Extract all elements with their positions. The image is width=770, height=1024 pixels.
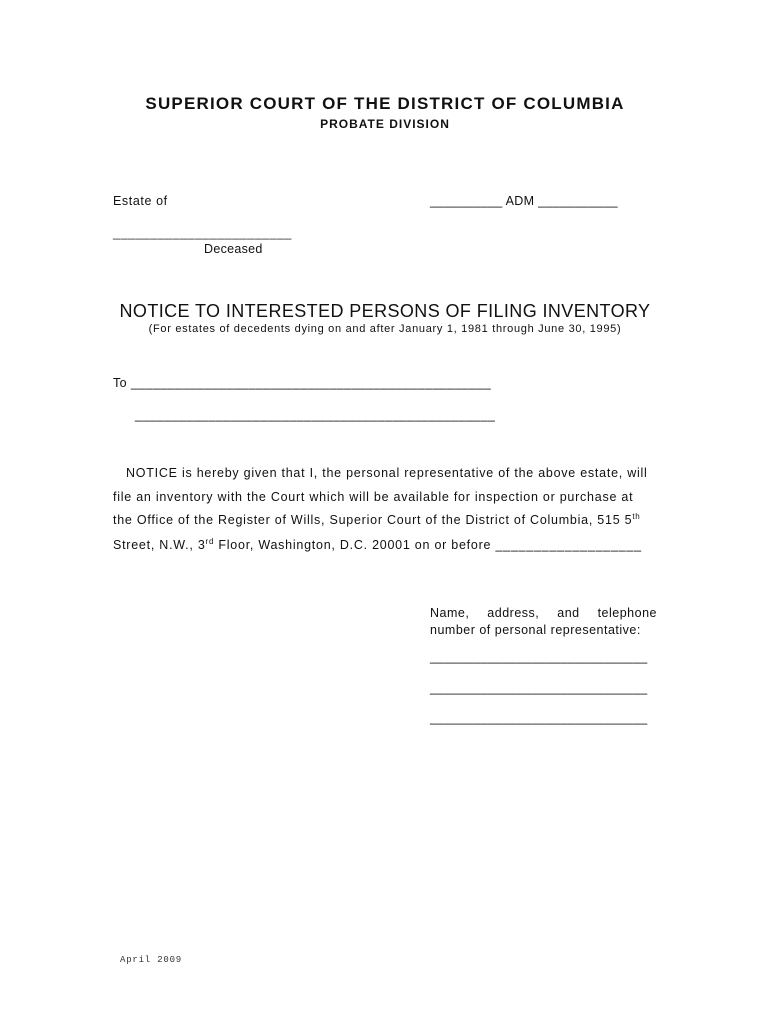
notice-body-line-2: file an inventory with the Court which will be available for inspection or purchase at — [113, 490, 634, 504]
deceased-label: Deceased — [204, 242, 263, 256]
adm-label: ADM — [505, 194, 535, 208]
notice-title: NOTICE TO INTERESTED PERSONS OF FILING INVENTORY — [119, 301, 651, 321]
representative-blank-2: ______________________________ — [430, 681, 648, 695]
division-title: PROBATE DIVISION — [320, 117, 450, 131]
decedent-name-blank: ________________________ — [113, 226, 292, 240]
recipient-blank-2: _________________________________________________ — [135, 408, 496, 422]
adm-blank-before: __________ — [430, 194, 503, 208]
notice-body-line-1: NOTICE is hereby given that I, the personal representative of the above estate, will — [126, 466, 648, 480]
estate-of-label: Estate of — [113, 194, 168, 208]
adm-blank-after: ___________ — [538, 194, 618, 208]
notice-subtitle: (For estates of decedents dying on and after January 1, 1981 through June 30, 1995) — [148, 323, 622, 335]
ordinal-suffix: rd — [205, 536, 215, 546]
recipient-blank-1: _________________________________________________ — [130, 376, 492, 390]
notice-body-line-4 — [113, 538, 642, 552]
to-label: To — [113, 376, 128, 390]
court-title: SUPERIOR COURT OF THE DISTRICT OF COLUMBIA — [145, 94, 625, 113]
ordinal-suffix: th — [632, 511, 641, 521]
revision-date: April 2009 — [120, 955, 183, 965]
representative-blank-3: ______________________________ — [430, 711, 648, 725]
notice-body-line-3 — [113, 513, 641, 527]
representative-blank-1: ______________________________ — [430, 650, 648, 664]
recipient-line-1 — [113, 376, 491, 390]
address-text: the Office of the Register of Wills, Superior Court of the District of Columbia, 515 5 — [113, 513, 633, 527]
adm-field — [430, 194, 618, 208]
street-text: Street, N.W., 3 — [113, 538, 206, 552]
representative-label: Name, address, and telephone number of personal representative: — [430, 606, 657, 637]
floor-date-text: Floor, Washington, D.C. 20001 on or before ___________________ — [214, 538, 642, 552]
